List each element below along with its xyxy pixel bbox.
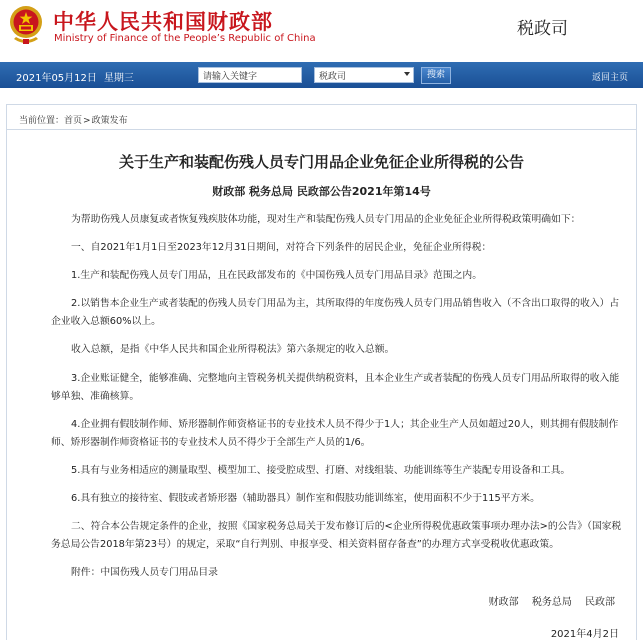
national-emblem-icon — [8, 3, 44, 47]
paragraph-income-definition: 收入总额，是指《中华人民共和国企业所得税法》第六条规定的收入总额。 — [71, 344, 395, 355]
paragraph-section-1: 一、自2021年1月1日至2023年12月31日期间，对符合下列条件的居民企业，免征企业所得税： — [71, 242, 492, 253]
issue-date: 2021年4月2日 — [550, 629, 619, 640]
weekday-text: 星期三 — [103, 73, 134, 84]
breadcrumb-home[interactable]: 首页 — [64, 116, 83, 126]
document-number: 财政部 税务总局 民政部公告2021年第14号 — [212, 185, 431, 198]
chevron-down-icon — [404, 72, 410, 76]
paragraph-intro: 为帮助伤残人员康复或者恢复残疾肢体功能，现对生产和装配伤残人员专门用品的企业免征企业所得税政策明确如下： — [71, 214, 581, 225]
paragraph-condition-5: 5.具有与业务相适应的测量取型、模型加工、接受腔成型、打磨、对线组装、功能训练等生产装配专用设备和工具。 — [71, 465, 571, 476]
nav-bar — [0, 62, 643, 88]
breadcrumb-section[interactable]: 政策发布 — [91, 116, 128, 126]
ministry-name-en: Ministry of Finance of the People’s Republic of China — [54, 33, 316, 44]
current-date — [16, 69, 134, 84]
attachment-link[interactable]: 附件：中国伤残人员专门用品目录 — [71, 567, 218, 578]
breadcrumb-separator: > — [83, 116, 91, 126]
article-panel — [6, 104, 637, 640]
paragraph-condition-6: 6.具有独立的接待室、假肢或者矫形器（辅助器具）制作室和假肢功能训练室，使用面积不少于115平方米。 — [71, 493, 540, 504]
paragraph-condition-3: 3.企业账证健全，能够准确、完整地向主管税务机关提供纳税资料，且本企业生产或者装配的伤残人员专门用品所取得的收入能够单独、准确核算。 — [51, 373, 620, 402]
paragraph-condition-2: 2.以销售本企业生产或者装配的伤残人员专门用品为主，其所取得的年度伤残人员专门用品销售收入（不含出口取得的收入）占企业收入总额60%以上。 — [51, 298, 620, 327]
search-scope-value: 税政司 — [319, 72, 347, 82]
ministry-name-cn: 中华人民共和国财政部 — [53, 10, 273, 34]
breadcrumb-divider — [7, 129, 636, 130]
breadcrumb-label: 当前位置： — [19, 116, 65, 126]
site-header — [0, 0, 643, 62]
paragraph-condition-1: 1.生产和装配伤残人员专门用品，且在民政部发布的《中国伤残人员专门用品目录》范围之内。 — [71, 270, 483, 281]
return-home-link[interactable]: 返回主页 — [592, 73, 629, 83]
search-button[interactable]: 搜索 — [421, 67, 451, 84]
issuing-authorities: 财政部 税务总局 民政部 — [488, 597, 615, 608]
search-scope-select[interactable] — [314, 67, 414, 83]
breadcrumb — [19, 113, 128, 126]
paragraph-section-2: 二、符合本公告规定条件的企业，按照《国家税务总局关于发布修订后的<企业所得税优惠政策事项办理办法>的公告》（国家税务总局公告2018年第23号）的规定，采取“自行判别、申报享受、相关资料留存备查”的办理方式享受税收优惠政策。 — [51, 521, 622, 550]
search-input[interactable]: 请输入关键字 — [198, 67, 302, 83]
date-text: 2021年05月12日 — [16, 73, 97, 84]
department-name: 税政司 — [517, 19, 568, 39]
paragraph-condition-4: 4.企业拥有假肢制作师、矫形器制作师资格证书的专业技术人员不得少于1人；其企业生产人员如超过20人，则其拥有假肢制作师、矫形器制作师资格证书的专业技术人员不得少于全部生产人员的1/6。 — [51, 419, 619, 448]
document-title: 关于生产和装配伤残人员专门用品企业免征企业所得税的公告 — [118, 153, 524, 171]
